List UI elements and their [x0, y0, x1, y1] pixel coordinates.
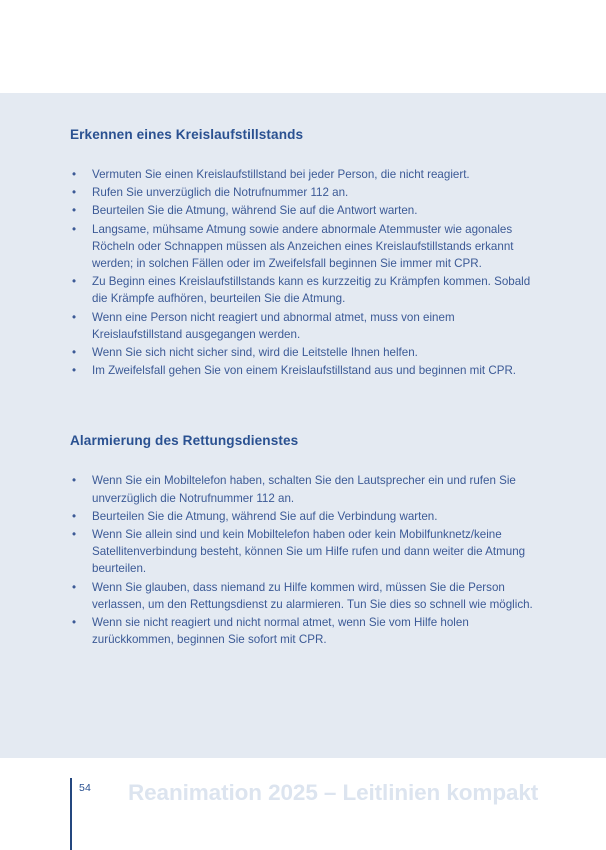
list-item [70, 579, 536, 613]
list-item-text: Zu Beginn eines Kreislaufstillstands kann es kurzzeitig zu Krämpfen kommen. Sobald die Krämpfe aufhören, beurteilen Sie die Atmung. [92, 275, 531, 306]
list-item-text: Langsame, mühsame Atmung sowie andere abnormale Atemmuster wie agonales Röcheln oder Schnappen müssen als Anzeichen eines Kreislaufstillstands erkannt werden; in solchen Fällen oder im Zweifelsfall beginnen Sie immer mit CPR. [92, 222, 514, 271]
bullet-marker-icon: • [72, 222, 77, 236]
list-item-text: Wenn Sie ein Mobiltelefon haben, schalten Sie den Lautsprecher ein und rufen Sie unverzüglich die Notrufnummer 112 an. [92, 474, 516, 505]
list-item-text: Im Zweifelsfall gehen Sie von einem Kreislaufstillstand aus und beginnen mit CPR. [92, 364, 517, 378]
list-item-text: Wenn eine Person nicht reagiert und abnormal atmet, muss von einem Kreislaufstillstand ausgegangen werden. [92, 310, 455, 341]
bullet-marker-icon: • [72, 346, 77, 360]
bullet-marker-icon: • [72, 364, 77, 378]
list-item-text: Rufen Sie unverzüglich die Notrufnummer 112 an. [92, 186, 349, 200]
list-item [70, 526, 536, 578]
footer-vertical-rule [70, 778, 72, 850]
list-item-text: Wenn Sie allein sind und kein Mobiltelefon haben oder kein Mobilfunknetz/keine Satellitenverbindung besteht, können Sie um Hilfe rufen und dann weiter die Atmung beurteilen. [92, 528, 526, 576]
bullet-marker-icon: • [72, 528, 77, 542]
list-item-text: Wenn Sie sich nicht sicher sind, wird die Leitstelle Ihnen helfen. [92, 346, 418, 360]
bullet-marker-icon: • [72, 275, 77, 289]
content-panel [0, 93, 606, 758]
bullet-marker-icon: • [72, 580, 77, 594]
list-item-text: Beurteilen Sie die Atmung, während Sie auf die Antwort warten. [92, 204, 418, 218]
list-item [70, 508, 536, 525]
section-alarmierung [70, 432, 536, 648]
content-body [70, 126, 536, 649]
section-divider-space [70, 380, 536, 432]
bullet-list-erkennen [70, 166, 536, 379]
list-item-text: Vermuten Sie einen Kreislaufstillstand bei jeder Person, die nicht reagiert. [92, 168, 470, 181]
list-item [70, 472, 536, 506]
list-item [70, 166, 536, 183]
list-item-text: Beurteilen Sie die Atmung, während Sie auf die Verbindung warten. [92, 509, 438, 523]
list-item-text: Wenn Sie glauben, dass niemand zu Hilfe kommen wird, müssen Sie die Person verlassen, um den Rettungsdienst zu alarmieren. Tun Sie dies so schnell wie möglich. [92, 580, 533, 611]
list-item [70, 309, 536, 343]
list-item [70, 273, 536, 307]
bullet-marker-icon: • [72, 310, 77, 324]
list-item [70, 202, 536, 219]
list-item [70, 221, 536, 273]
bullet-marker-icon: • [72, 186, 77, 200]
list-item-text: Wenn sie nicht reagiert und nicht normal atmet, wenn Sie vom Hilfe holen zurückkommen, beginnen Sie sofort mit CPR. [92, 616, 469, 647]
footer-title: Reanimation 2025 – Leitlinien kompakt [128, 780, 539, 805]
bullet-marker-icon: • [72, 168, 77, 181]
bullet-list-alarmierung [70, 472, 536, 648]
section-heading-alarmierung: Alarmierung des Rettungsdienstes [70, 433, 299, 449]
bullet-marker-icon: • [72, 616, 77, 630]
list-item [70, 362, 536, 379]
section-heading-erkennen: Erkennen eines Kreislaufstillstands [70, 127, 304, 142]
bullet-marker-icon: • [72, 474, 77, 488]
section-erkennen [70, 126, 536, 379]
bullet-marker-icon: • [72, 509, 77, 523]
list-item [70, 184, 536, 201]
bullet-marker-icon: • [72, 204, 77, 218]
list-item [70, 614, 536, 648]
page-footer [0, 758, 606, 850]
list-item [70, 344, 536, 361]
page-number: 54 [79, 782, 92, 794]
